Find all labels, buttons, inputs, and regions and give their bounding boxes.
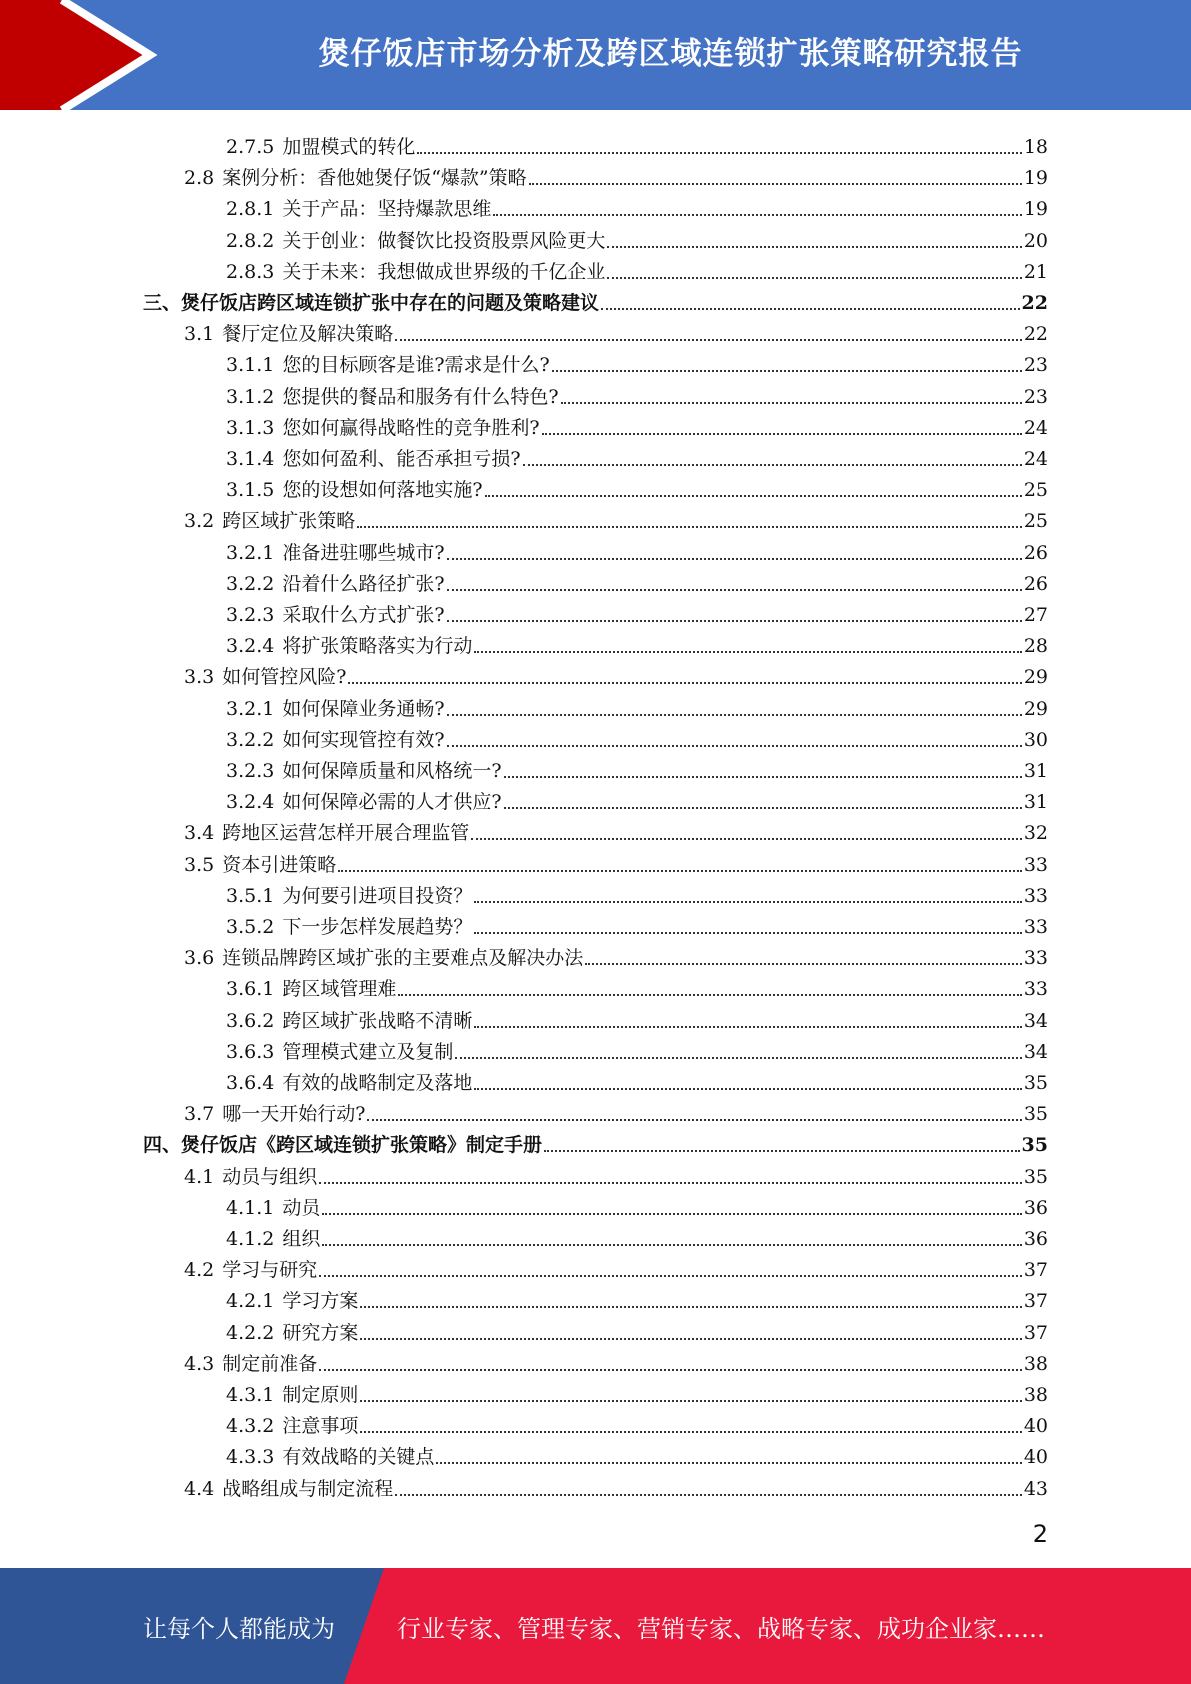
toc-entry-title: 有效的战略制定及落地: [282, 1072, 473, 1094]
toc-entry[interactable]: [184, 1251, 1048, 1282]
toc-entry-number: 3.6.2: [226, 1009, 275, 1032]
toc-entry-title: 组织: [282, 1228, 321, 1250]
toc-entry-page: 30: [1023, 728, 1048, 751]
toc-entry[interactable]: [184, 1345, 1048, 1376]
toc-entry[interactable]: [226, 908, 1048, 939]
toc-leader-dots: [338, 870, 1022, 872]
toc-entry-number: 4.4: [184, 1477, 215, 1500]
page-number: 2: [1032, 1520, 1048, 1548]
toc-entry-number: 2.8.1: [226, 198, 275, 221]
toc-entry-title: 关于产品：坚持爆款思维: [282, 198, 492, 221]
toc-leader-dots: [474, 932, 1021, 934]
toc-leader-dots: [319, 1182, 1022, 1184]
toc-entry-page: 35: [1023, 1072, 1048, 1094]
toc-entry-number: 3.1.4: [226, 448, 275, 470]
toc-entry-page: 29: [1023, 697, 1048, 720]
toc-entry-number: 3.2.4: [226, 791, 275, 814]
toc-entry-title: 制定前准备: [222, 1352, 318, 1375]
toc-entry-title: 跨区域管理难: [282, 978, 397, 1001]
toc-entry-title: 如何管控风险?: [222, 666, 347, 689]
toc-entry[interactable]: [226, 1064, 1048, 1095]
toc-entry-number: 4.3.2: [226, 1415, 275, 1438]
toc-entry-number: 3.2: [184, 510, 215, 533]
toc-entry-title: 将扩张策略落实为行动: [282, 635, 473, 658]
toc-entry-number: 3.1: [184, 323, 215, 346]
toc-entry-number: 3.2.3: [226, 604, 275, 626]
toc-leader-dots: [504, 776, 1022, 778]
toc-entry-page: 35: [1023, 1103, 1048, 1126]
toc-entry[interactable]: [226, 783, 1048, 814]
toc-leader-dots: [523, 464, 1022, 466]
toc-entry[interactable]: [226, 346, 1048, 377]
toc-leader-dots: [607, 246, 1021, 248]
toc-entry-title: 您的设想如何落地实施?: [282, 479, 483, 502]
toc-entry-number: 4.3.3: [226, 1446, 275, 1469]
toc-entry-page: 24: [1023, 416, 1048, 439]
toc-entry-title: 资本引进策略: [222, 853, 337, 876]
toc-entry-title: 为何要引进项目投资？: [282, 884, 473, 907]
toc-entry-page: 32: [1023, 822, 1048, 845]
toc-entry[interactable]: [226, 1002, 1048, 1033]
toc-entry[interactable]: [226, 690, 1048, 721]
toc-entry[interactable]: [226, 1438, 1048, 1469]
toc-entry-title: 有效战略的关键点: [282, 1446, 435, 1469]
toc-entry[interactable]: [226, 409, 1048, 440]
toc-entry-page: 20: [1023, 229, 1048, 252]
toc-leader-dots: [474, 901, 1021, 903]
toc-entry-page: 40: [1023, 1446, 1048, 1469]
toc-entry[interactable]: [143, 1126, 1048, 1157]
toc-entry-title: 您提供的餐品和服务有什么特色?: [282, 385, 559, 408]
toc-entry-page: 23: [1023, 354, 1048, 377]
toc-entry-page: 28: [1023, 635, 1048, 658]
report-title: 煲仔饭店市场分析及跨区域连锁扩张策略研究报告: [318, 35, 1023, 72]
toc-entry-page: 33: [1023, 947, 1048, 970]
toc-entry-title: 学习方案: [282, 1290, 359, 1313]
toc-entry-title: 四、煲仔饭店《跨区域连锁扩张策略》制定手册: [143, 1134, 543, 1157]
toc-entry[interactable]: [226, 1220, 1048, 1251]
toc-entry[interactable]: [226, 378, 1048, 409]
toc-leader-dots: [585, 963, 1022, 965]
toc-entry-page: 26: [1023, 572, 1048, 595]
toc-entry-number: 2.8.2: [226, 229, 275, 252]
toc-leader-dots: [474, 1026, 1021, 1028]
toc-entry-number: 4.2: [184, 1259, 215, 1282]
toc-entry-number: 3.7: [184, 1103, 215, 1126]
toc-entry-page: 36: [1023, 1196, 1048, 1219]
toc-leader-dots: [544, 1150, 1020, 1152]
toc-entry-page: 22: [1021, 292, 1048, 314]
toc-entry-title: 关于未来：我想做成世界级的千亿企业: [282, 260, 606, 283]
toc-entry-page: 37: [1023, 1290, 1048, 1313]
toc-entry[interactable]: [226, 596, 1048, 627]
toc-entry[interactable]: [226, 440, 1048, 471]
toc-entry[interactable]: [226, 534, 1048, 565]
toc-entry-number: 3.1.3: [226, 416, 275, 439]
toc-leader-dots: [319, 1275, 1022, 1277]
toc-entry-title: 如何实现管控有效?: [282, 728, 445, 751]
toc-entry[interactable]: [226, 190, 1048, 221]
toc-entry-page: 21: [1023, 260, 1048, 283]
toc-entry-number: 4.2.2: [226, 1321, 275, 1344]
toc-entry[interactable]: [184, 1470, 1048, 1501]
toc-leader-dots: [348, 682, 1021, 684]
toc-entry[interactable]: [226, 253, 1048, 284]
toc-leader-dots: [322, 1213, 1021, 1215]
toc-entry[interactable]: [226, 222, 1048, 253]
toc-entry-page: 33: [1023, 884, 1048, 907]
toc-leader-dots: [552, 370, 1022, 372]
toc-entry-number: 4.1.1: [226, 1196, 275, 1219]
toc-leader-dots: [322, 1244, 1021, 1246]
toc-entry-page: 38: [1023, 1352, 1048, 1375]
toc-entry[interactable]: [226, 1189, 1048, 1220]
toc-entry-page: 43: [1023, 1477, 1048, 1500]
toc-entry-page: 34: [1023, 1040, 1048, 1063]
toc-entry-number: 3.1.5: [226, 479, 275, 502]
toc-entry-title: 案例分析：香他她煲仔饭“爆款”策略: [222, 167, 527, 190]
toc-entry[interactable]: [184, 1158, 1048, 1189]
toc-entry-title: 三、煲仔饭店跨区域连锁扩张中存在的问题及策略建议: [143, 292, 600, 314]
toc-entry-number: 3.5.1: [226, 884, 275, 907]
toc-leader-dots: [607, 277, 1021, 279]
toc-entry-title: 您如何赢得战略性的竞争胜利?: [282, 416, 540, 439]
toc-entry-page: 25: [1023, 479, 1048, 502]
toc-entry[interactable]: [226, 877, 1048, 908]
toc-entry-page: 33: [1023, 916, 1048, 938]
toc-entry[interactable]: [226, 627, 1048, 658]
toc-entry[interactable]: [184, 939, 1048, 970]
toc-entry-number: 4.2.1: [226, 1290, 275, 1313]
toc-leader-dots: [417, 152, 1021, 154]
toc-leader-dots: [447, 620, 1022, 622]
toc-entry-title: 下一步怎样发展趋势？: [282, 916, 473, 938]
toc-entry-page: 35: [1021, 1134, 1048, 1157]
toc-entry-title: 哪一天开始行动?: [222, 1103, 366, 1126]
toc-entry-page: 19: [1023, 167, 1048, 190]
toc-entry-page: 40: [1023, 1415, 1048, 1438]
toc-entry-title: 制定原则: [282, 1384, 359, 1406]
toc-leader-dots: [447, 589, 1022, 591]
footer-roles: 行业专家、管理专家、营销专家、战略专家、成功企业家……: [397, 1614, 1045, 1643]
toc-entry-number: 3.1.1: [226, 354, 275, 377]
toc-entry-number: 3.6.1: [226, 978, 275, 1001]
toc-entry-page: 34: [1023, 1009, 1048, 1032]
toc-leader-dots: [436, 1462, 1021, 1464]
toc-entry-number: 3.5.2: [226, 916, 275, 938]
toc-leader-dots: [395, 1494, 1022, 1496]
toc-leader-dots: [504, 807, 1022, 809]
toc-entry-title: 如何保障业务通畅?: [282, 697, 445, 720]
toc-entry-number: 3.4: [184, 822, 215, 845]
toc-entry[interactable]: [226, 752, 1048, 783]
toc-entry-number: 3.2.2: [226, 572, 275, 595]
toc-leader-dots: [367, 1119, 1021, 1121]
toc-leader-dots: [455, 1057, 1021, 1059]
toc-leader-dots: [319, 1369, 1022, 1371]
toc-entry-title: 跨区域扩张战略不清晰: [282, 1009, 473, 1032]
toc-entry[interactable]: [184, 159, 1048, 190]
toc-entry[interactable]: [184, 1095, 1048, 1126]
toc-entry-title: 餐厅定位及解决策略: [222, 323, 394, 346]
toc-leader-dots: [471, 838, 1022, 840]
toc-entry[interactable]: [226, 970, 1048, 1001]
toc-entry-page: 35: [1023, 1165, 1048, 1188]
toc-leader-dots: [360, 1400, 1021, 1402]
toc-entry-number: 4.1.2: [226, 1228, 275, 1250]
toc-entry-number: 3.3: [184, 666, 215, 689]
toc-leader-dots: [357, 526, 1022, 528]
toc-entry-title: 如何保障必需的人才供应?: [282, 791, 502, 814]
toc-entry[interactable]: [226, 128, 1048, 159]
toc-leader-dots: [360, 1338, 1021, 1340]
toc-leader-dots: [447, 714, 1022, 716]
toc-leader-dots: [561, 402, 1022, 404]
page-header: [0, 0, 1191, 110]
toc-leader-dots: [395, 339, 1022, 341]
toc-entry-title: 注意事项: [282, 1415, 359, 1438]
toc-entry-number: 2.8.3: [226, 260, 275, 283]
toc-entry[interactable]: [226, 471, 1048, 502]
toc-entry[interactable]: [226, 1314, 1048, 1345]
toc-entry[interactable]: [226, 1033, 1048, 1064]
toc-entry-title: 如何保障质量和风格统一?: [282, 760, 502, 782]
toc-leader-dots: [529, 183, 1022, 185]
toc-entry-title: 研究方案: [282, 1321, 359, 1344]
toc-entry-title: 动员: [282, 1196, 321, 1219]
toc-entry-number: 3.5: [184, 853, 215, 876]
toc-entry[interactable]: [184, 814, 1048, 845]
toc-entry-title: 跨区域扩张策略: [222, 510, 356, 533]
toc-entry-page: 31: [1023, 760, 1048, 782]
toc-entry-title: 战略组成与制定流程: [222, 1477, 394, 1500]
toc-entry[interactable]: [226, 1376, 1048, 1407]
toc-entry[interactable]: [184, 315, 1048, 346]
toc-leader-dots: [542, 433, 1022, 435]
toc-entry-title: 动员与组织: [222, 1165, 318, 1188]
toc-entry[interactable]: [226, 1282, 1048, 1313]
toc-leader-dots: [493, 214, 1021, 216]
toc-entry-number: 3.1.2: [226, 385, 275, 408]
toc-entry-title: 关于创业：做餐饮比投资股票风险更大: [282, 229, 606, 252]
toc-entry-number: 2.7.5: [226, 136, 275, 158]
toc-entry-page: 38: [1023, 1384, 1048, 1406]
toc-entry[interactable]: [184, 658, 1048, 689]
toc-leader-dots: [360, 1431, 1021, 1433]
toc-entry-title: 连锁品牌跨区域扩张的主要难点及解决办法: [222, 947, 584, 970]
toc-entry[interactable]: [226, 565, 1048, 596]
toc-entry-number: 3.2.4: [226, 635, 275, 658]
toc-entry[interactable]: [143, 284, 1048, 315]
toc-entry-page: 31: [1023, 791, 1048, 814]
toc-entry-number: 3.6.3: [226, 1040, 275, 1063]
toc-entry-page: 33: [1023, 853, 1048, 876]
toc-leader-dots: [447, 745, 1022, 747]
header-arrow-icon: [0, 0, 160, 110]
toc-entry-page: 19: [1023, 198, 1048, 221]
toc-entry-page: 37: [1023, 1321, 1048, 1344]
toc-leader-dots: [447, 558, 1022, 560]
toc-entry-page: 22: [1023, 323, 1048, 346]
toc-entry[interactable]: [226, 1407, 1048, 1438]
toc-entry-number: 3.2.1: [226, 541, 275, 564]
toc-entry-page: 29: [1023, 666, 1048, 689]
toc-entry-page: 23: [1023, 385, 1048, 408]
toc-entry-number: 3.2.2: [226, 728, 275, 751]
toc-leader-dots: [360, 1306, 1021, 1308]
toc-leader-dots: [485, 495, 1022, 497]
toc-entry-title: 加盟模式的转化: [282, 136, 416, 158]
toc-entry-number: 4.3: [184, 1352, 215, 1375]
toc-entry-number: 3.2.3: [226, 760, 275, 782]
toc-entry-title: 学习与研究: [222, 1259, 318, 1282]
toc-entry[interactable]: [184, 846, 1048, 877]
toc-entry-title: 跨地区运营怎样开展合理监管: [222, 822, 470, 845]
toc-entry-number: 3.2.1: [226, 697, 275, 720]
toc-entry-title: 您的目标顾客是谁?需求是什么?: [282, 354, 550, 377]
toc-entry-number: 3.6: [184, 947, 215, 970]
toc-entry[interactable]: [226, 721, 1048, 752]
toc-entry-page: 27: [1023, 604, 1048, 626]
toc-leader-dots: [601, 308, 1020, 310]
toc-leader-dots: [474, 1088, 1021, 1090]
toc-entry-title: 准备进驻哪些城市?: [282, 541, 445, 564]
footer-slogan: 让每个人都能成为: [143, 1614, 335, 1643]
toc-entry-page: 18: [1023, 136, 1048, 158]
toc-entry-number: 2.8: [184, 167, 215, 190]
toc-entry-page: 33: [1023, 978, 1048, 1001]
toc-entry-page: 25: [1023, 510, 1048, 533]
toc-entry-title: 您如何盈利、能否承担亏损?: [282, 448, 521, 470]
toc-entry[interactable]: [184, 502, 1048, 533]
toc-leader-dots: [474, 651, 1021, 653]
toc-entry-page: 37: [1023, 1259, 1048, 1282]
toc-entry-title: 管理模式建立及复制: [282, 1040, 454, 1063]
toc-entry-page: 26: [1023, 541, 1048, 564]
toc-entry-number: 3.6.4: [226, 1072, 275, 1094]
toc-entry-page: 36: [1023, 1228, 1048, 1250]
toc-entry-title: 沿着什么路径扩张?: [282, 572, 445, 595]
toc-entry-title: 采取什么方式扩张?: [282, 604, 445, 626]
page-footer: [0, 1568, 1191, 1684]
toc-entry-number: 4.1: [184, 1165, 215, 1188]
toc-leader-dots: [398, 994, 1021, 996]
toc-entry-number: 4.3.1: [226, 1384, 275, 1406]
toc-entry-page: 24: [1023, 448, 1048, 470]
